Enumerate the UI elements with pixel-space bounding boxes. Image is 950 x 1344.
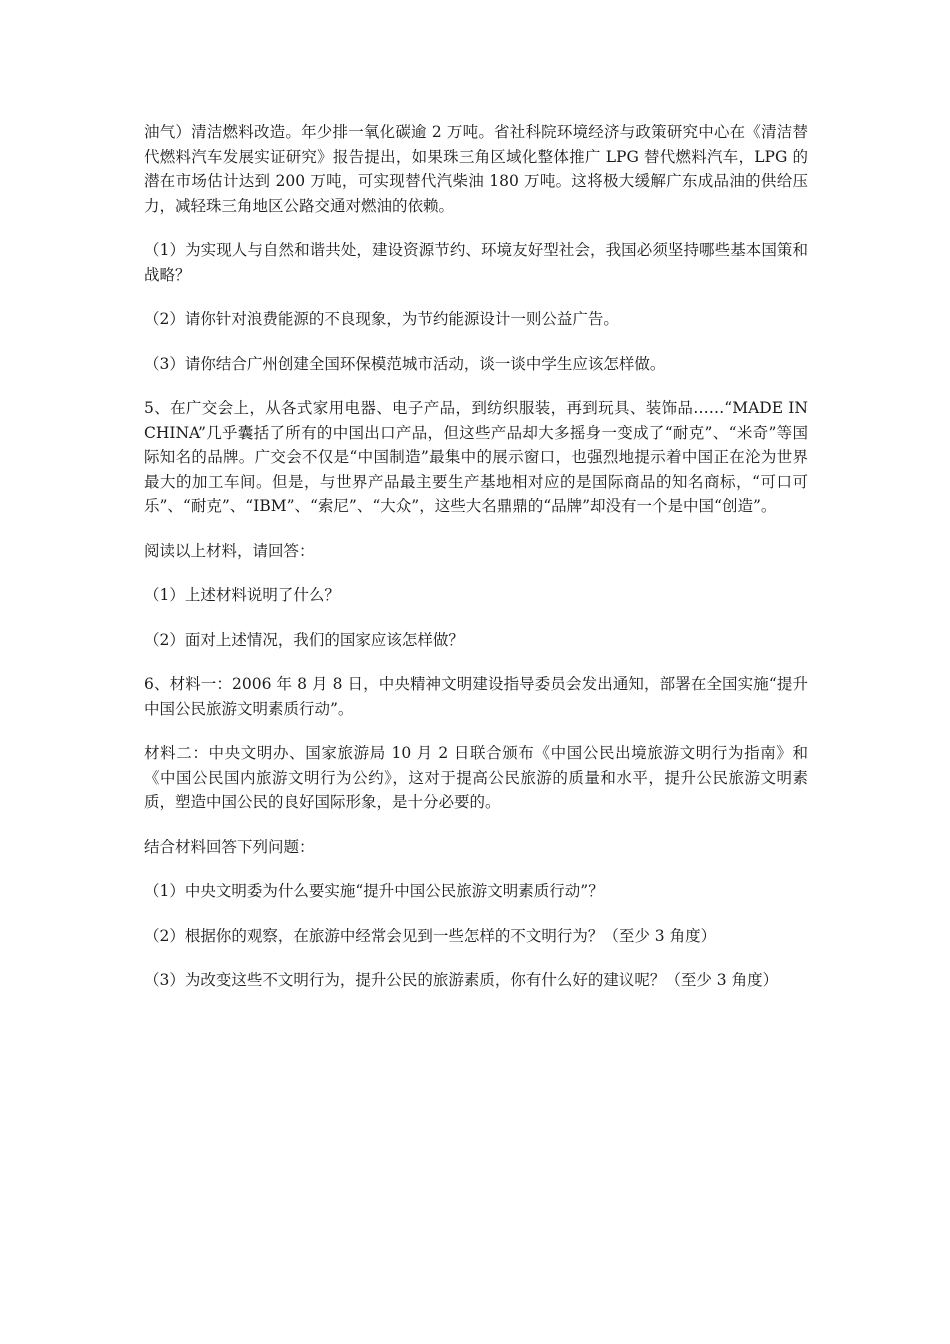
question-3-suggestions: （3）为改变这些不文明行为，提升公民的旅游素质，你有什么好的建议呢？（至少 3 角度） — [144, 971, 779, 989]
question-2-country-action: （2）面对上述情况，我们的国家应该怎样做？ — [144, 630, 464, 649]
question-1-material-meaning: （1）上述材料说明了什么？ — [144, 586, 340, 604]
question-2-public-ad: （2）请你针对浪费能源的不良现象，为节约能源设计一则公益广告。 — [144, 310, 619, 328]
question-2-uncivil-behavior: （2）根据你的观察，在旅游中经常会见到一些怎样的不文明行为？（至少 3 角度） — [144, 926, 717, 945]
question-3-student-action: （3）请你结合广州创建全国环保模范城市活动，谈一谈中学生应该怎样做。 — [144, 354, 666, 373]
paragraph-lpg-fuel: 油气）清洁燃料改造。年少排一氧化碳逾 2 万吨。省社科院环境经济与政策研究中心在《清洁替代燃料汽车发展实证研究》报告提出，如果珠三角区域化整体推广 LPG 替代燃料汽车，LPG 的潜在市场估计达到 200 万吨，可实现替代汽柴油 180 万吨。这将极大缓解广东成品油的供给压力，减轻珠三角地区公路交通对燃油的依赖。 — [144, 123, 808, 215]
document-body — [144, 120, 808, 1013]
question-1-tourism-campaign: （1）中央文明委为什么要实施“提升中国公民旅游文明素质行动”？ — [144, 882, 604, 900]
paragraph-canton-fair: 5、在广交会上，从各式家用电器、电子产品，到纺织服装，再到玩具、装饰品……“MADE IN CHINA”几乎囊括了所有的中国出口产品，但这些产品却大多摇身一变成了“耐克”、“米奇”等国际知名的品牌。广交会不仅是“中国制造”最集中的展示窗口，也强烈地提示着中国正在沦为世界最大的加工车间。但是，与世界产品最主要生产基地相对应的是国际商品的知名商标，“可口可乐”、“耐克”、“IBM”、“索尼”、“大众”，这些大名鼎鼎的“品牌”却没有一个是中国“创造”。 — [144, 399, 808, 515]
paragraph-material-one: 6、材料一：2006 年 8 月 8 日，中央精神文明建设指导委员会发出通知，部署在全国实施“提升中国公民旅游文明素质行动”。 — [144, 675, 808, 718]
instruction-read-material: 阅读以上材料，请回答： — [144, 541, 315, 560]
question-1-national-policy: （1）为实现人与自然和谐共处，建设资源节约、环境友好型社会，我国必须坚持哪些基本国策和战略？ — [144, 241, 808, 284]
paragraph-material-two: 材料二：中央文明办、国家旅游局 10 月 2 日联合颁布《中国公民出境旅游文明行为指南》和《中国公民国内旅游文明行为公约》，这对于提高公民旅游的质量和水平，提升公民旅游文明素质，塑造中国公民的良好国际形象，是十分必要的。 — [144, 744, 808, 811]
instruction-answer-questions: 结合材料回答下列问题： — [144, 837, 315, 856]
